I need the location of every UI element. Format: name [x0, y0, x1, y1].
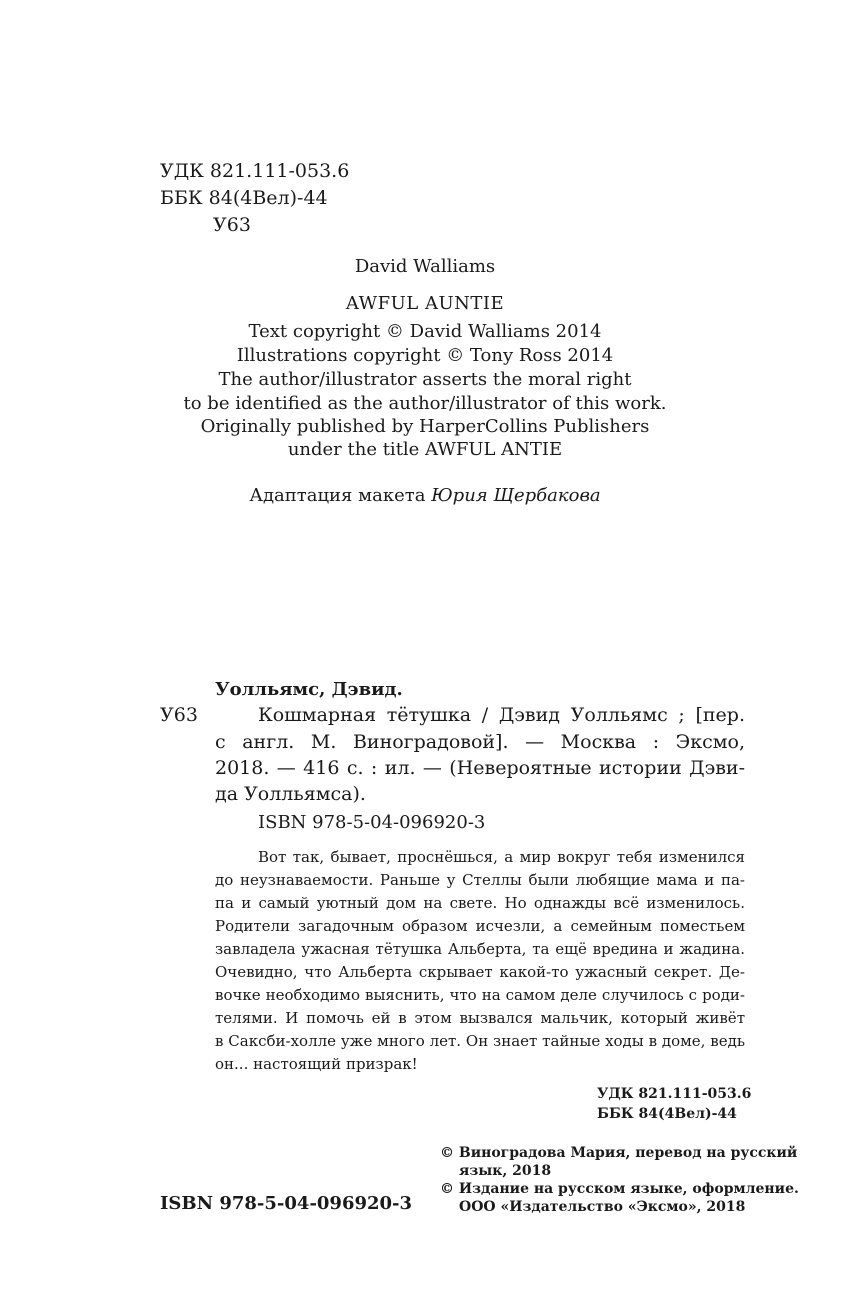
layout-credit-prefix: Адаптация макета: [249, 485, 426, 506]
footer-copyright-4: ООО «Издательство «Эксмо», 2018: [459, 1199, 746, 1215]
original-author: David Walliams: [354, 256, 496, 277]
description-line-8: телями. И помочь ей в этом вызвался мальчик, который живёт: [215, 1009, 745, 1027]
annotation-line-2: с англ. М. Виноградовой]. — Москва : Эксмо,: [215, 731, 745, 753]
footer-copyright-3: © Издание на русском языке, оформление.: [440, 1181, 799, 1197]
copyright-line-4: to be identified as the author/illustrator of this work.: [183, 393, 667, 414]
layout-credit: [160, 485, 690, 506]
annotation-line-3: 2018. — 416 с. : ил. — (Невероятные истории Дэви-: [215, 757, 745, 779]
description-line-1: Вот так, бывает, проснёшься, а мир вокруг тебя изменился: [258, 848, 745, 866]
description-line-7: вочке необходимо выяснить, что на самом деле случилось с роди-: [215, 986, 745, 1004]
original-title: AWFUL AUNTIE: [345, 293, 505, 314]
layout-credit-name: Юрия Щербакова: [431, 485, 601, 506]
annotation-line-1: Кошмарная тётушка / Дэвид Уолльямс ; [пер.: [258, 704, 745, 726]
annotation-isbn: ISBN 978-5-04-096920-3: [258, 812, 486, 833]
copyright-line-3: The author/illustrator asserts the moral right: [218, 369, 632, 390]
annotation-line-4: да Уолльямса).: [215, 783, 366, 805]
copyright-line-5: Originally published by HarperCollins Publishers: [200, 416, 650, 437]
udk-code: УДК 821.111-053.6: [160, 160, 350, 182]
bbk-code: ББК 84(4Вел)-44: [160, 187, 328, 209]
footer-copyright-2: язык, 2018: [459, 1163, 552, 1179]
footer-bbk: ББК 84(4Вел)-44: [597, 1106, 737, 1122]
description-line-5: завладела ужасная тётушка Альберта, та ещё вредина и жадина.: [215, 940, 745, 958]
description-line-10: он... настоящий призрак!: [215, 1055, 418, 1073]
copyright-line-6: under the title AWFUL ANTIE: [287, 439, 563, 460]
author-mark: У63: [213, 214, 251, 236]
description-line-6: Очевидно, что Альберта скрывает какой-то ужасный секрет. Де-: [215, 963, 745, 981]
description-line-3: па и самый уютный дом на свете. Но однажды всё изменилось.: [215, 894, 745, 912]
footer-copyright-1: © Виноградова Мария, перевод на русский: [440, 1145, 798, 1161]
description-line-4: Родители загадочным образом исчезли, а семейным поместьем: [215, 917, 745, 935]
copyright-line-2: Illustrations copyright © Tony Ross 2014: [236, 345, 614, 366]
description-line-2: до неузнаваемости. Раньше у Стеллы были любящие мама и па-: [215, 871, 745, 889]
annotation-author-heading: Уолльямс, Дэвид.: [215, 679, 403, 700]
description-line-9: в Саксби-холле уже много лет. Он знает тайные ходы в доме, ведь: [215, 1032, 745, 1050]
copyright-line-1: Text copyright © David Walliams 2014: [248, 321, 602, 342]
footer-isbn: ISBN 978-5-04-096920-3: [160, 1193, 413, 1214]
annotation-author-mark: У63: [160, 704, 198, 726]
footer-udk: УДК 821.111-053.6: [597, 1086, 752, 1102]
